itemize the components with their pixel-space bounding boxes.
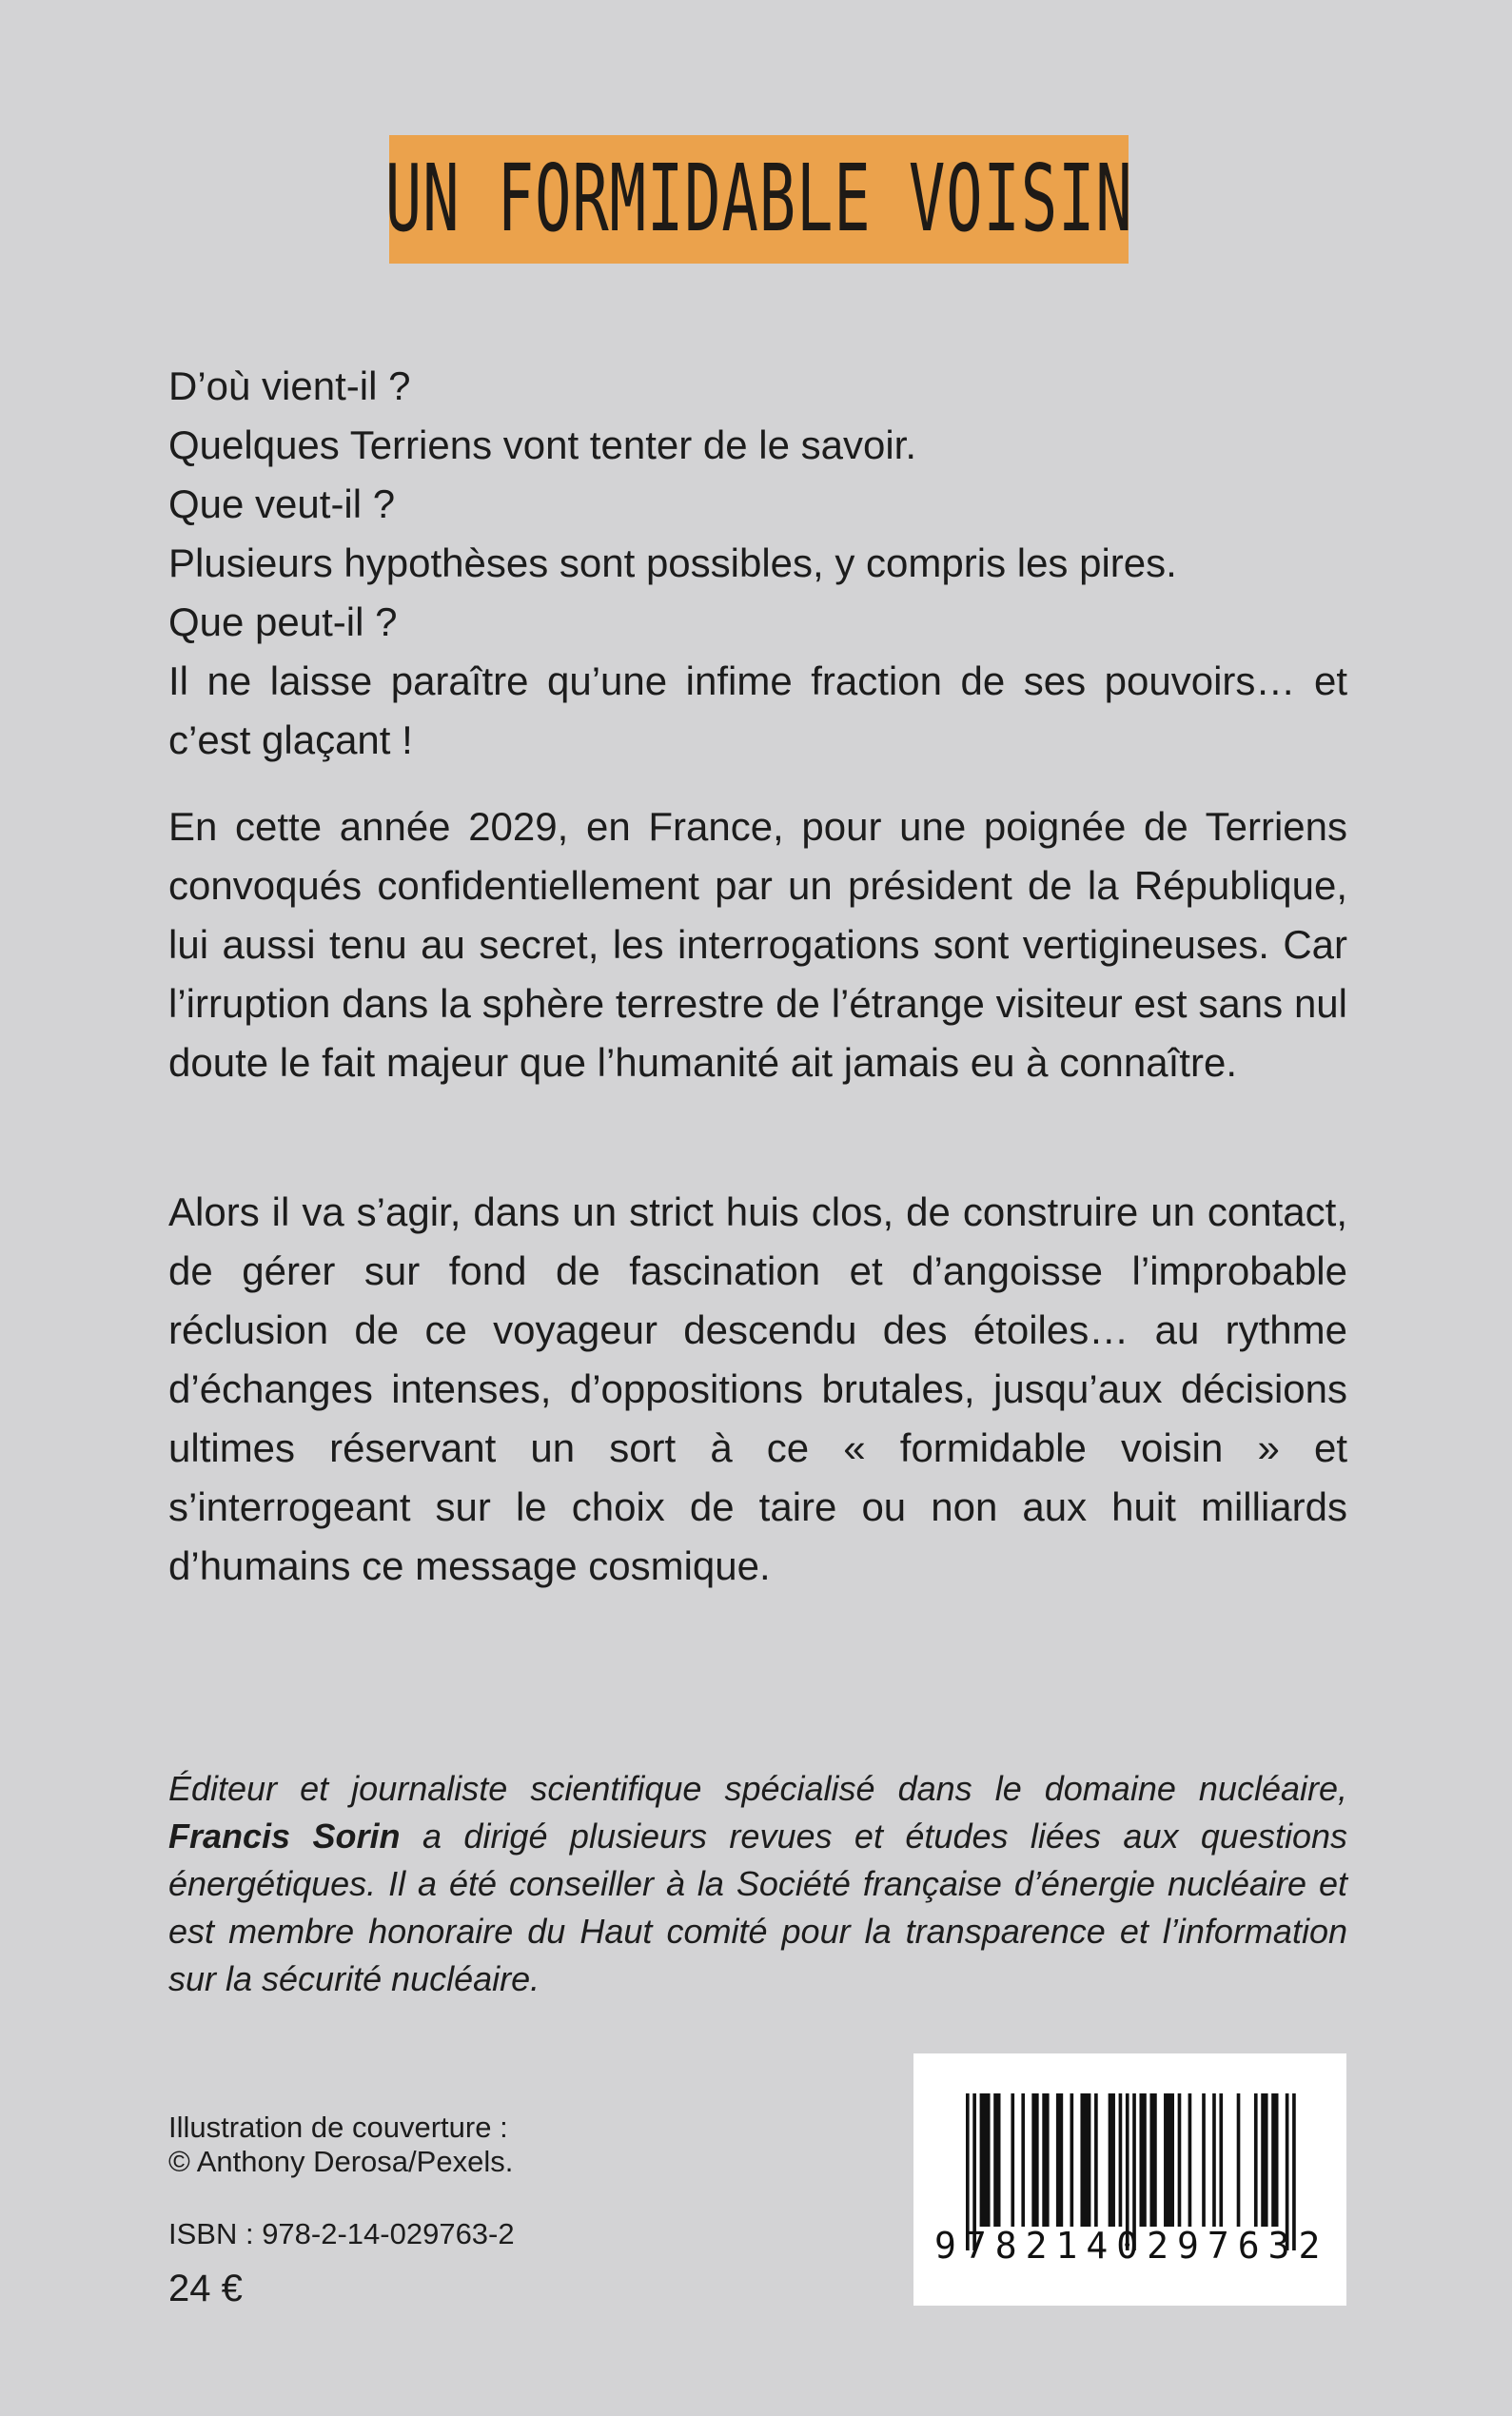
synopsis-paragraph-2: Alors il va s’agir, dans un strict huis clos, de construire un contact, de gérer sur fond de fascination et d’angoisse l’improbable réclusion de ce voyageur descendu des étoiles… au rythme d’échanges intenses, d’oppositions brutales, jusqu’aux décisions ultimes réservant un sort à ce « formidable voisin » et s’interrogeant sur le choix de taire ou non aux huit milliards d’humains ce message cosmique. <box>168 1189 1347 1588</box>
barcode-bar <box>1011 2093 1014 2227</box>
price-text: 24 € <box>168 2268 243 2309</box>
barcode-bar <box>1254 2093 1258 2227</box>
barcode-bar <box>1188 2093 1192 2227</box>
barcode-bar <box>1237 2093 1241 2227</box>
teaser-line: Que peut-il ? <box>168 599 398 644</box>
teaser-line: Quelques Terriens vont tenter de le savoir. <box>168 422 917 467</box>
barcode-bar <box>1094 2093 1098 2227</box>
barcode-bar <box>1149 2093 1156 2227</box>
barcode-bar <box>1070 2093 1074 2227</box>
teaser-line: Il ne laisse paraître qu’une infime fraction de ses pouvoirs… et c’est glaçant ! <box>168 658 1347 762</box>
author-bio-rest: a dirigé plusieurs revues et études liées aux questions énergétiques. Il a été conseiller à la Société française d’énergie nucléaire et est membre honoraire du Haut comité pour la transparence et l’information sur la sécurité nucléaire. <box>168 1817 1348 1998</box>
barcode-bar <box>1056 2093 1063 2227</box>
teaser-line: D’où vient-il ? <box>168 363 411 408</box>
barcode-bar <box>1212 2093 1216 2227</box>
barcode-bar <box>1140 2093 1147 2227</box>
barcode-bar <box>993 2093 1000 2227</box>
barcode-digits: 9782140297632 <box>934 2225 1329 2267</box>
barcode-bar <box>1109 2093 1115 2227</box>
cover-credit-source: © Anthony Derosa/Pexels. <box>168 2145 514 2178</box>
title-banner <box>384 135 1133 264</box>
barcode-bar <box>1202 2093 1206 2227</box>
teaser-line: Plusieurs hypothèses sont possibles, y compris les pires. <box>168 540 1177 585</box>
barcode-bar <box>1261 2093 1267 2227</box>
barcode-panel <box>913 2053 1346 2306</box>
barcode-bar <box>1080 2093 1090 2227</box>
barcode-bar <box>1021 2093 1025 2227</box>
author-bio-intro: Éditeur et journaliste scientifique spécialisé dans le domaine nucléaire, <box>168 1769 1347 1808</box>
barcode-bar <box>1271 2093 1278 2227</box>
barcode-bar <box>1219 2093 1223 2227</box>
barcode-bar <box>1119 2093 1123 2227</box>
barcode-bar <box>1178 2093 1182 2227</box>
cover-credit-label: Illustration de couverture : <box>168 2111 508 2144</box>
book-title: UN FORMIDABLE VOISIN <box>384 146 1133 253</box>
author-bio <box>168 1765 1347 2003</box>
barcode-bar <box>1042 2093 1049 2227</box>
cover-credit <box>168 2111 513 2179</box>
synopsis-paragraph-1: En cette année 2029, en France, pour une poignée de Terriens convoqués confidentiellement par un président de la République, lui aussi tenu au secret, les interrogations sont vertigineuses. Car l’irruption dans la sphère terrestre de l’étrange visiteur est sans nul doute le fait majeur que l’humanité ait jamais eu à connaître. <box>168 804 1347 1085</box>
teaser-questions <box>168 357 1347 770</box>
barcode-graphic <box>913 2053 1346 2306</box>
author-name: Francis Sorin <box>168 1817 401 1856</box>
barcode-bar <box>980 2093 991 2227</box>
barcode-bar <box>1164 2093 1174 2227</box>
teaser-line: Que veut-il ? <box>168 481 396 526</box>
isbn-text: ISBN : 978-2-14-029763-2 <box>168 2217 515 2250</box>
barcode-bar <box>1031 2093 1038 2227</box>
